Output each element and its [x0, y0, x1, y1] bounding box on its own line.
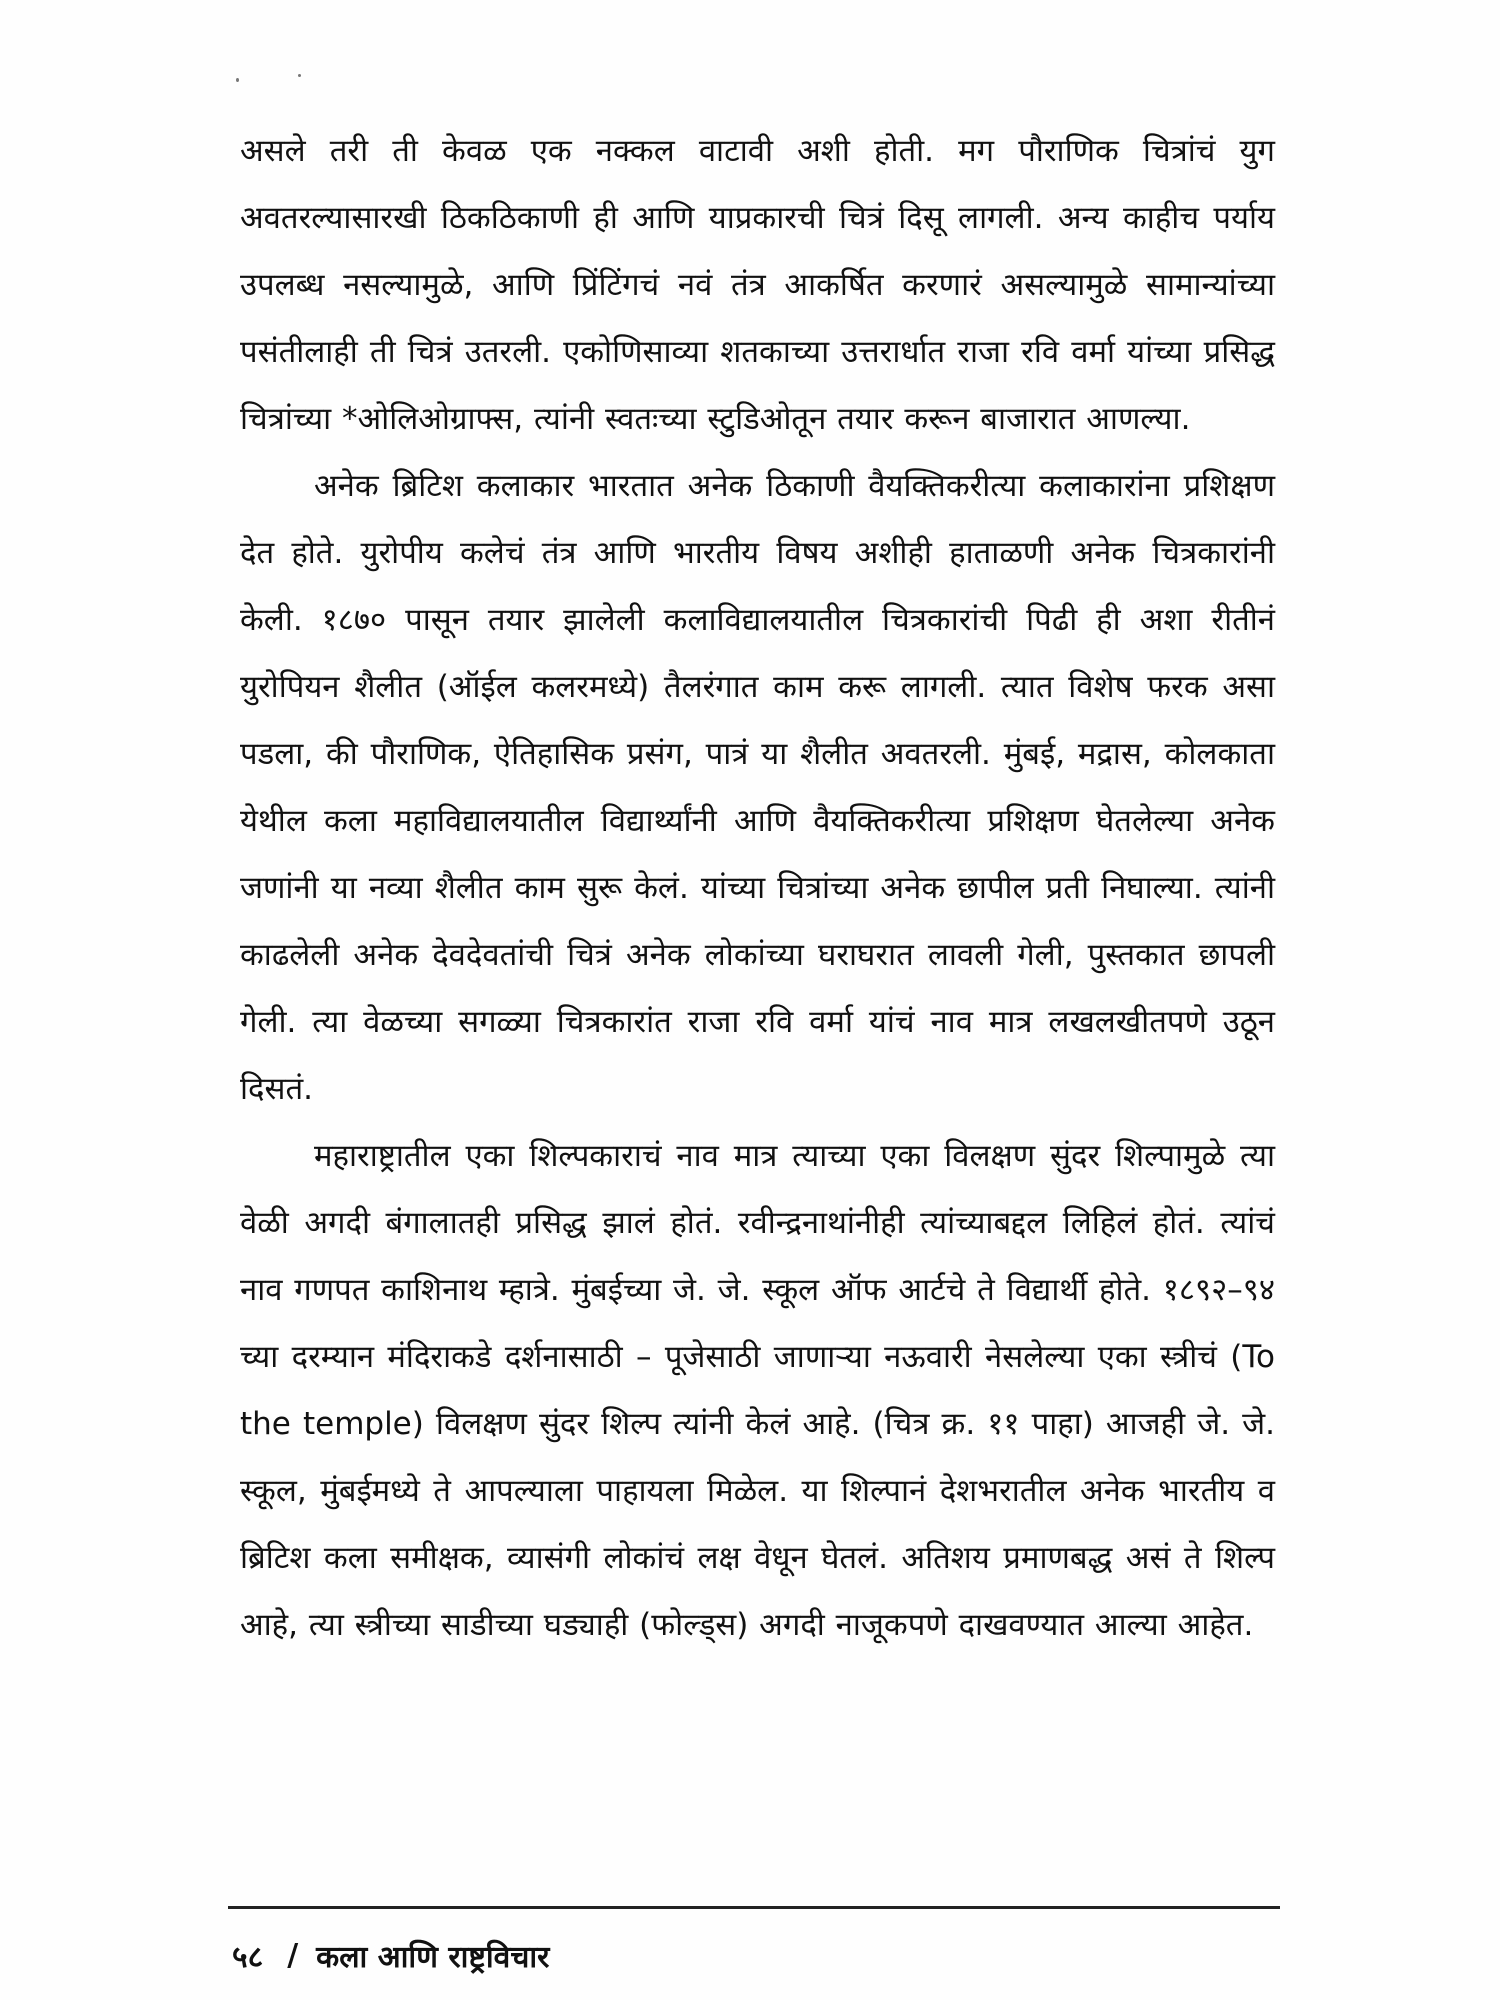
footer-separator: / — [287, 1938, 299, 1973]
scan-specks — [230, 72, 310, 92]
page-number: ५८ — [232, 1940, 264, 1975]
body-text — [240, 118, 1275, 1659]
paragraph-sculptor-mhatre: महाराष्ट्रातील एका शिल्पकाराचं नाव मात्र त्याच्या एका विलक्षण सुंदर शिल्पामुळे त्या वेळी अगदी बंगालातही प्रसिद्ध झालं होतं. रवीन्द्रनाथांनीही त्यांच्याबद्दल लिहिलं होतं. त्यांचं नाव गणपत काशिनाथ म्हात्रे. मुंबईच्या जे. जे. स्कूल ऑफ आर्टचे ते विद्यार्थी होते. १८९२–९४ च्या दरम्यान मंदिराकडे दर्शनासाठी – पूजेसाठी जाणाऱ्या नऊवारी नेसलेल्या एका स्त्रीचं (To the temple) विलक्षण सुंदर शिल्प त्यांनी केलं आहे. (चित्र क्र. ११ पाहा) आजही जे. जे. स्कूल, मुंबईमध्ये ते आपल्याला पाहायला मिळेल. या शिल्पानं देशभरातील अनेक भारतीय व ब्रिटिश कला समीक्षक, व्यासंगी लोकांचं लक्ष वेधून घेतलं. अतिशय प्रमाणबद्ध असं ते शिल्प आहे, त्या स्त्रीच्या साडीच्या घड्याही (फोल्ड्स) अगदी नाजूकपणे दाखवण्यात आल्या आहेत. — [240, 1138, 1275, 1643]
paragraph-continuation: असले तरी ती केवळ एक नक्कल वाटावी अशी होती. मग पौराणिक चित्रांचं युग अवतरल्यासारखी ठिकठिकाणी ही आणि याप्रकारची चित्रं दिसू लागली. अन्य काहीच पर्याय उपलब्ध नसल्यामुळे, आणि प्रिंटिंगचं नवं तंत्र आकर्षित करणारं असल्यामुळे सामान्यांच्या पसंतीलाही ती चित्रं उतरली. एकोणिसाव्या शतकाच्या उत्तरार्धात राजा रवि वर्मा यांच्या प्रसिद्ध चित्रांच्या *ओलिओग्राफ्स, त्यांनी स्वतःच्या स्टुडिओतून तयार करून बाजारात आणल्या. — [240, 133, 1275, 437]
page-footer — [232, 1935, 549, 1976]
footer-rule — [228, 1906, 1280, 1909]
paragraph-british-artists: अनेक ब्रिटिश कलाकार भारतात अनेक ठिकाणी वैयक्तिकरीत्या कलाकारांना प्रशिक्षण देत होते. युरोपीय कलेचं तंत्र आणि भारतीय विषय अशीही हाताळणी अनेक चित्रकारांनी केली. १८७० पासून तयार झालेली कलाविद्यालयातील चित्रकारांची पिढी ही अशा रीतीनं युरोपियन शैलीत (ऑईल कलरमध्ये) तैलरंगात काम करू लागली. त्यात विशेष फरक असा पडला, की पौराणिक, ऐतिहासिक प्रसंग, पात्रं या शैलीत अवतरली. मुंबई, मद्रास, कोलकाता येथील कला महाविद्यालयातील विद्यार्थ्यांनी आणि वैयक्तिकरीत्या प्रशिक्षण घेतलेल्या अनेक जणांनी या नव्या शैलीत काम सुरू केलं. यांच्या चित्रांच्या अनेक छापील प्रती निघाल्या. त्यांनी काढलेली अनेक देवदेवतांची चित्रं अनेक लोकांच्या घराघरात लावली गेली, पुस्तकात छापली गेली. त्या वेळच्या सगळ्या चित्रकारांत राजा रवि वर्मा यांचं नाव मात्र लखलखीतपणे उठून दिसतं. — [240, 468, 1275, 1107]
book-title: कला आणि राष्ट्रविचार — [316, 1940, 550, 1975]
